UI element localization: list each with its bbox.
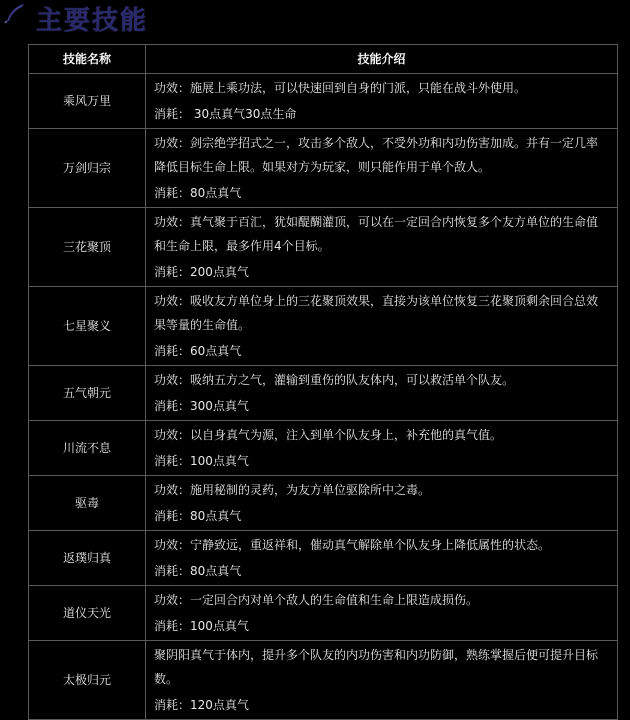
skill-effect-text: 功效：以自身真气为源，注入到单个队友身上，补充他的真气值。 (154, 428, 503, 442)
skill-cost-text: 消耗：80点真气 (154, 564, 242, 578)
section-header (0, 0, 630, 40)
skill-description (146, 421, 618, 476)
skill-name: 万剑归宗 (29, 129, 146, 208)
skill-name: 七星聚义 (29, 287, 146, 366)
table-row (29, 531, 618, 586)
skill-name: 五气朝元 (29, 366, 146, 421)
skill-description (146, 366, 618, 421)
skill-effect-text: 聚阴阳真气于体内，提升多个队友的内功伤害和内功防御，熟练掌握后便可提升目标 (154, 648, 599, 662)
skill-description (146, 287, 618, 366)
skill-effect-text: 果等量的生命值。 (154, 318, 251, 332)
skill-effect-text: 功效：一定回合内对单个敌人的生命值和生命上限造成损伤。 (154, 593, 479, 607)
skills-table (28, 44, 618, 720)
skill-name: 返璞归真 (29, 531, 146, 586)
skill-description (146, 586, 618, 641)
column-header-desc: 技能介绍 (146, 45, 618, 74)
skill-cost-text: 消耗：80点真气 (154, 509, 242, 523)
skill-description (146, 531, 618, 586)
skill-name: 道仪天光 (29, 586, 146, 641)
table-row (29, 74, 618, 129)
table-row (29, 208, 618, 287)
skill-description (146, 74, 618, 129)
skill-effect-text: 功效：宁静致远，重返祥和，催动真气解除单个队友身上降低属性的状态。 (154, 538, 551, 552)
skill-description (146, 208, 618, 287)
skill-effect-text: 功效：吸纳五方之气，灌输到重伤的队友体内，可以救活单个队友。 (154, 373, 515, 387)
table-row (29, 421, 618, 476)
skill-name: 太极归元 (29, 641, 146, 720)
skill-name: 川流不息 (29, 421, 146, 476)
skill-description (146, 641, 618, 720)
feather-quill-icon (4, 2, 26, 24)
column-header-name: 技能名称 (29, 45, 146, 74)
skill-effect-text: 和生命上限，最多作用4个目标。 (154, 239, 330, 253)
table-row (29, 129, 618, 208)
table-row (29, 641, 618, 720)
skill-effect-text: 功效：剑宗绝学招式之一，攻击多个敌人，不受外功和内功伤害加成。并有一定几率 (154, 136, 599, 150)
skill-cost-text: 消耗：80点真气 (154, 186, 242, 200)
skill-cost-text: 消耗：300点真气 (154, 399, 249, 413)
skill-cost-text: 消耗：60点真气 (154, 344, 242, 358)
page-title: 主要技能 (36, 6, 149, 36)
skill-description (146, 129, 618, 208)
table-row (29, 366, 618, 421)
skill-effect-text: 功效：吸收友方单位身上的三花聚顶效果，直接为该单位恢复三花聚顶剩余回合总效 (154, 294, 599, 308)
table-row (29, 287, 618, 366)
skill-effect-text: 降低目标生命上限。如果对方为玩家，则只能作用于单个敌人。 (154, 160, 491, 174)
skill-cost-text: 消耗：100点真气 (154, 454, 249, 468)
skill-effect-text: 功效：真气聚于百汇，犹如醍醐灌顶，可以在一定回合内恢复多个友方单位的生命值 (154, 215, 599, 229)
skill-effect-text: 功效：施展上乘功法，可以快速回到自身的门派，只能在战斗外使用。 (154, 81, 527, 95)
skill-cost-text: 消耗： 30点真气30点生命 (154, 107, 297, 121)
skill-effect-text: 数。 (154, 672, 179, 686)
skill-cost-text: 消耗：120点真气 (154, 698, 249, 712)
skill-name: 驱毒 (29, 476, 146, 531)
skill-name: 三花聚顶 (29, 208, 146, 287)
skill-description (146, 476, 618, 531)
skill-name: 乘风万里 (29, 74, 146, 129)
skill-cost-text: 消耗：200点真气 (154, 265, 249, 279)
skill-effect-text: 功效：施用秘制的灵药，为友方单位驱除所中之毒。 (154, 483, 431, 497)
skill-cost-text: 消耗：100点真气 (154, 619, 249, 633)
table-header-row (29, 45, 618, 74)
table-row (29, 586, 618, 641)
table-row (29, 476, 618, 531)
